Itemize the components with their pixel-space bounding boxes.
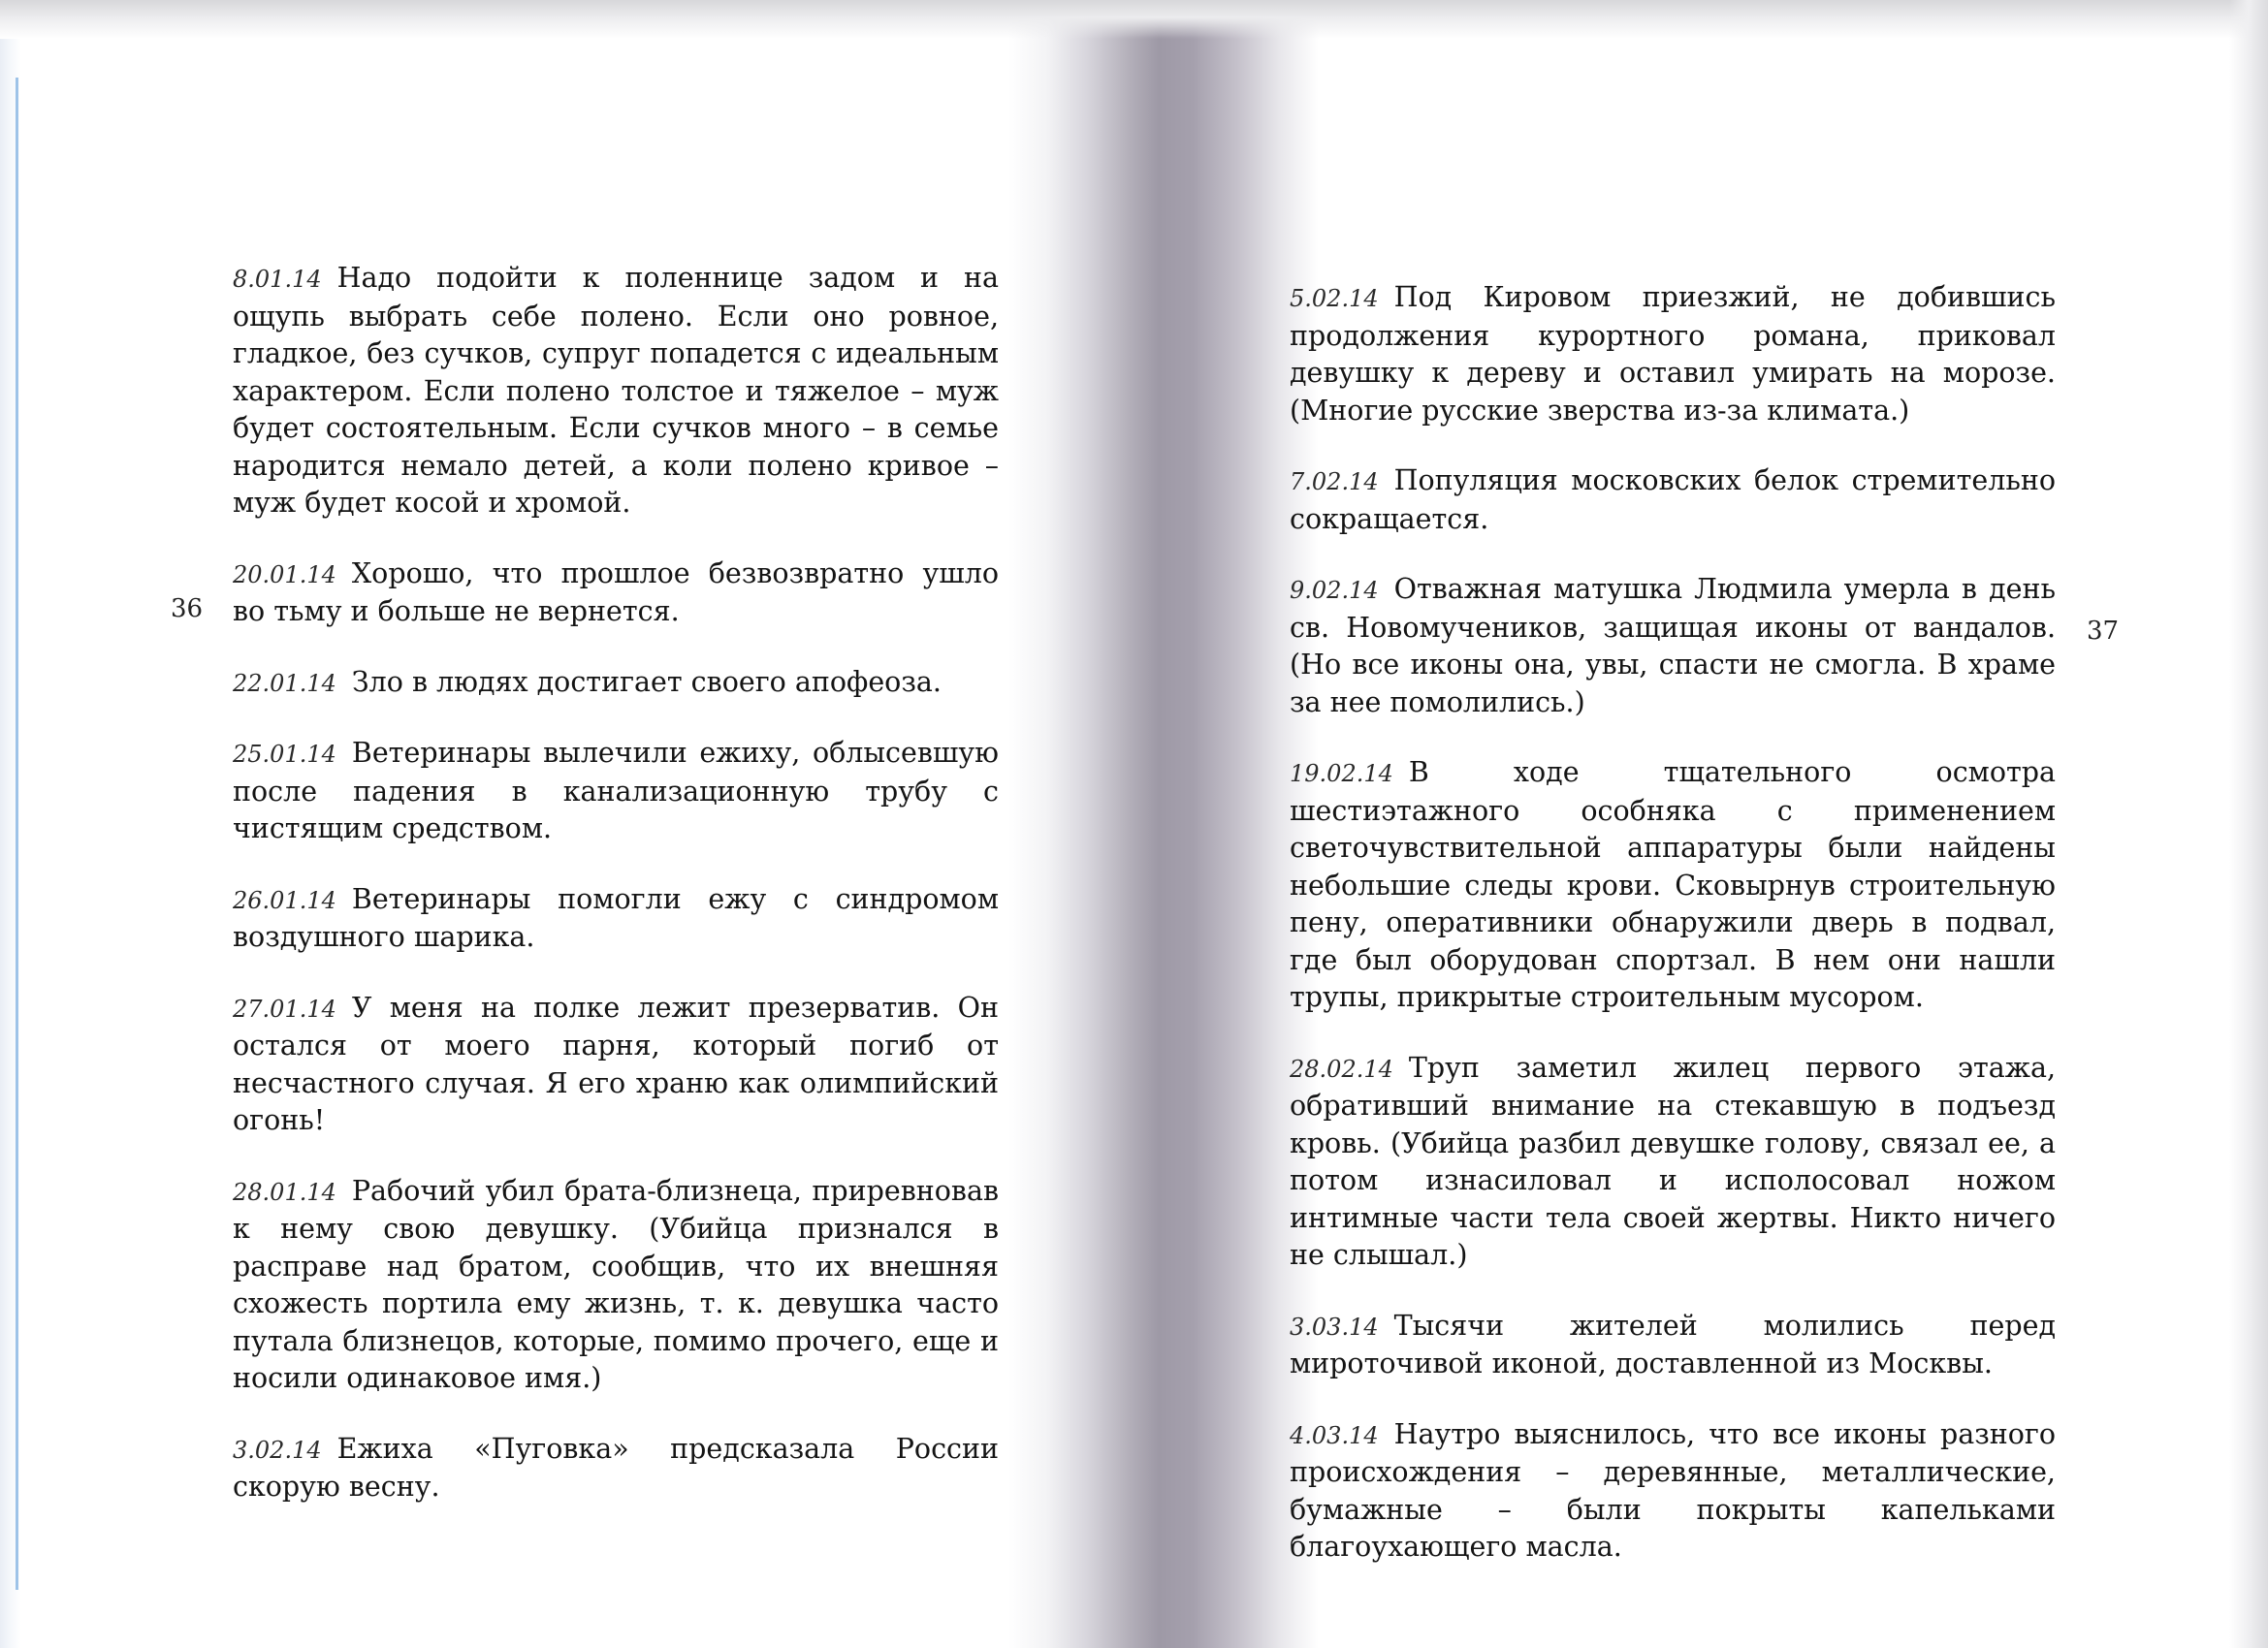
- entry-text: Тысячи жителей молились перед мироточивой иконой, доставленной из Москвы.: [1290, 1309, 2056, 1379]
- entry-date: 19.02.14: [1290, 760, 1393, 787]
- entry-text: В ходе тщательного осмотра шестиэтажного особняка с применением светочувствительной аппаратуры были найдены небольшие следы крови. Сковырнув строительную пену, оперативники обнаружили дверь в подвал, где был оборудован спортзал. В нем они нашли трупы, прикрытые строительным мусором.: [1290, 756, 2056, 1013]
- diary-entry: [233, 735, 999, 848]
- entry-date: 7.02.14: [1290, 468, 1379, 495]
- diary-entry: [233, 881, 999, 957]
- left-page-number: 36: [171, 594, 204, 623]
- entry-date: 3.03.14: [1290, 1313, 1379, 1341]
- entry-text: Ветеринары вылечили ежиху, облысевшую после падения в канализационную трубу с чистящим средством.: [233, 737, 999, 844]
- diary-entry: [233, 1173, 999, 1398]
- right-page-text: [1290, 279, 2056, 1567]
- entry-text: Наутро выяснилось, что все иконы разного происхождения – деревянные, металлические, бумажные – были покрыты капельками благоухающего масла.: [1290, 1417, 2056, 1563]
- right-page-number: 37: [2087, 617, 2120, 646]
- diary-entry: [233, 1431, 999, 1506]
- diary-entry: [233, 555, 999, 631]
- diary-entry: [1290, 1050, 2056, 1275]
- scan-left-edge: [0, 39, 21, 1648]
- entry-text: Популяция московских белок стремительно сокращается.: [1290, 464, 2056, 535]
- diary-entry: [233, 664, 999, 703]
- diary-entry: [1290, 1416, 2056, 1567]
- entry-text: Надо подойти к поленнице задом и на ощупь выбрать себе полено. Если оно ровное, гладкое, без сучков, супруг попадется с идеальным характером. Если полено толстое и тяжелое – муж будет состоятельным. Если сучков много – в семье народится немало детей, а коли полено кривое – муж будет косой и хромой.: [233, 262, 999, 519]
- diary-entry: [1290, 1308, 2056, 1383]
- diary-entry: [233, 260, 999, 523]
- scan-right-edge: [2229, 0, 2268, 1648]
- entry-text: Хорошо, что прошлое безвозвратно ушло во тьму и больше не вернется.: [233, 556, 999, 627]
- diary-entry: [233, 990, 999, 1140]
- entry-text: Зло в людях достигает своего апофеоза.: [351, 665, 942, 698]
- entry-date: 20.01.14: [233, 560, 336, 588]
- entry-date: 9.02.14: [1290, 577, 1379, 604]
- entry-date: 27.01.14: [233, 995, 336, 1023]
- entry-text: Под Кировом приезжий, не добившись продолжения курортного романа, приковал девушку к дереву и оставил умирать на морозе. (Многие русские зверства из-за климата.): [1290, 281, 2056, 427]
- diary-entry: [1290, 571, 2056, 721]
- entry-date: 5.02.14: [1290, 285, 1379, 312]
- entry-text: У меня на полке лежит презерватив. Он остался от моего парня, который погиб от несчастного случая. Я его храню как олимпийский огонь!: [233, 991, 999, 1136]
- entry-text: Ветеринары помогли ежу с синдромом воздушного шарика.: [233, 882, 999, 953]
- entry-date: 4.03.14: [1290, 1421, 1379, 1449]
- entry-text: Отважная матушка Людмила умерла в день св. Новомучеников, защищая иконы от вандалов. (Но все иконы она, увы, спасти не смогла. В храме за нее помолились.): [1290, 573, 2056, 718]
- entry-date: 22.01.14: [233, 669, 336, 697]
- entry-date: 8.01.14: [233, 266, 322, 293]
- entry-text: Рабочий убил брата-близнеца, приревновав к нему свою девушку. (Убийца признался в расправе над братом, сообщив, что их внешняя схожесть портила ему жизнь, т. к. девушка часто путала близнецов, которые, помимо прочего, еще и носили одинаковое имя.): [233, 1174, 999, 1394]
- entry-text: Ежиха «Пуговка» предсказала России скорую весну.: [233, 1432, 999, 1503]
- left-page-text: [233, 260, 999, 1506]
- entry-date: 3.02.14: [233, 1436, 322, 1464]
- diary-entry: [1290, 279, 2056, 429]
- entry-date: 28.01.14: [233, 1178, 336, 1206]
- diary-entry: [1290, 462, 2056, 538]
- page-edge-line: [16, 78, 18, 1590]
- entry-text: Труп заметил жилец первого этажа, обративший внимание на стекавшую в подъезд кровь. (Убийца разбил девушке голову, связал ее, а потом изнасиловал и исполосовал ножом интимные части тела своей жертвы. Никто ничего не слышал.): [1290, 1051, 2056, 1271]
- diary-entry: [1290, 754, 2056, 1017]
- entry-date: 25.01.14: [233, 741, 336, 768]
- entry-date: 28.02.14: [1290, 1055, 1393, 1083]
- scan-top-edge: [0, 0, 2268, 39]
- entry-date: 26.01.14: [233, 886, 336, 914]
